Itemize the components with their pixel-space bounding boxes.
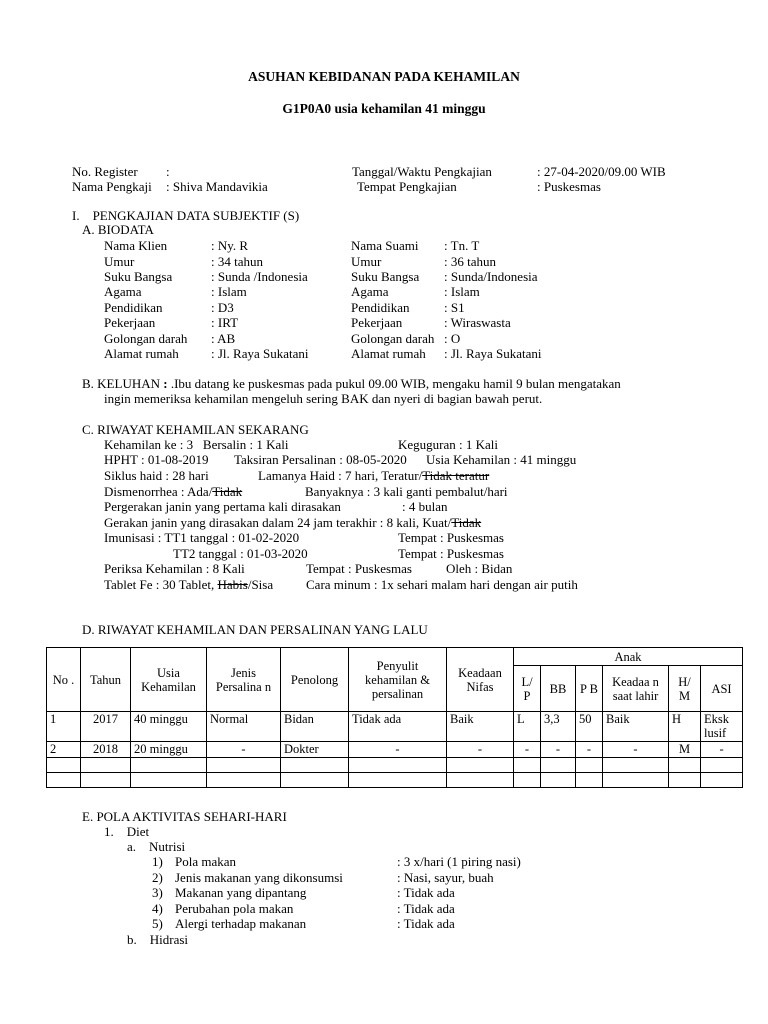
lamanya-haid-struck: Tidak teratur — [422, 468, 490, 483]
nutrisi-item-value: : Tidak ada — [397, 901, 455, 916]
cara-minum: Cara minum : 1x sehari malam hari dengan air putih — [306, 577, 578, 592]
biodata-label-klien: Suku Bangsa — [104, 269, 173, 284]
usia-kehamilan: Usia Kehamilan : 41 minggu — [426, 452, 577, 467]
kehamilan-ke: Kehamilan ke : 3 Bersalin : 1 Kali — [104, 437, 289, 452]
biodata-value-suami: : Jl. Raya Sukatani — [444, 346, 542, 361]
empty-cell — [447, 758, 514, 773]
document-title: ASUHAN KEBIDANAN PADA KEHAMILAN — [248, 69, 520, 84]
periksa-kehamilan: Periksa Kehamilan : 8 Kali — [104, 561, 245, 576]
header-tahun: Tahun — [81, 648, 131, 712]
biodata-value-suami: : S1 — [444, 300, 465, 315]
biodata-label-suami: Nama Suami — [351, 238, 419, 253]
hidrasi-heading: b. Hidrasi — [127, 932, 189, 947]
cell-penyulit: - — [349, 742, 447, 758]
periksa-oleh: Oleh : Bidan — [446, 561, 513, 576]
biodata-value-klien: : D3 — [211, 300, 234, 315]
pergerakan-label: Pergerakan janin yang pertama kali dirasakan — [104, 499, 341, 514]
nutrisi-item-value: : Nasi, sayur, buah — [397, 870, 494, 885]
biodata-value-suami: : Islam — [444, 284, 480, 299]
cell-jenis: Normal — [207, 712, 281, 742]
header-pb: P B — [576, 666, 603, 712]
lamanya-haid-text: Lamanya Haid : 7 hari, Teratur/ — [258, 468, 423, 483]
nutrisi-item-number: 1) — [152, 854, 163, 869]
empty-cell — [281, 773, 349, 788]
diet-heading: 1. Diet — [104, 824, 150, 839]
tablet-fe-suffix: /Sisa — [247, 577, 274, 592]
header-asi: ASI — [701, 666, 743, 712]
cell-keadaan: - — [447, 742, 514, 758]
nutrisi-item-label: Pola makan — [175, 854, 237, 869]
cell-asi: Eksk lusif — [701, 712, 743, 742]
empty-cell — [131, 758, 207, 773]
cell-keadaan: Baik — [447, 712, 514, 742]
biodata-value-suami: : 36 tahun — [444, 254, 496, 269]
table-row — [47, 742, 743, 758]
tempat-label: Tempat Pengkajian — [357, 179, 457, 194]
tempat-tt2: Tempat : Puskesmas — [398, 546, 504, 561]
empty-cell — [281, 758, 349, 773]
cell-hm: H — [669, 712, 701, 742]
nutrisi-item-value: : 3 x/hari (1 piring nasi) — [397, 854, 521, 869]
keluhan-text-2: ingin memeriksa kehamilan mengeluh sering BAK dan nyeri di bagian bawah perut. — [104, 391, 543, 406]
header-hm: H/ M — [669, 666, 701, 712]
biodata-label-suami: Suku Bangsa — [351, 269, 420, 284]
keluhan-heading: B. KELUHAN — [82, 376, 160, 391]
imunisasi-tt1: Imunisasi : TT1 tanggal : 01-02-2020 — [104, 530, 300, 545]
header-lp: L/ P — [514, 666, 541, 712]
gerakan-janin-struck: Tidak — [451, 515, 482, 530]
empty-cell — [447, 773, 514, 788]
cell-keadaan-lahir: - — [603, 742, 669, 758]
empty-cell — [207, 758, 281, 773]
header-penolong: Penolong — [281, 648, 349, 712]
hpht: HPHT : 01-08-2019 — [104, 452, 209, 467]
gerakan-janin — [104, 515, 481, 530]
tablet-fe — [104, 577, 273, 592]
keguguran: Keguguran : 1 Kali — [398, 437, 499, 452]
empty-cell — [349, 758, 447, 773]
empty-cell — [541, 773, 576, 788]
biodata-label-suami: Pendidikan — [351, 300, 410, 315]
header-anak: Anak — [514, 648, 743, 666]
cell-lp: L — [514, 712, 541, 742]
cell-hm: M — [669, 742, 701, 758]
empty-cell — [701, 773, 743, 788]
cell-no: 1 — [47, 712, 81, 742]
gerakan-janin-text: Gerakan janin yang dirasakan dalam 24 jam terakhir : 8 kali, Kuat/ — [104, 515, 452, 530]
biodata-label-klien: Golongan darah — [104, 331, 188, 346]
biodata-value-suami: : Tn. T — [444, 238, 480, 253]
cell-penolong: Bidan — [281, 712, 349, 742]
imunisasi-tt2: TT2 tanggal : 01-03-2020 — [173, 546, 308, 561]
riwayat-lalu-heading: D. RIWAYAT KEHAMILAN DAN PERSALINAN YANG LALU — [82, 622, 428, 637]
biodata-label-suami: Pekerjaan — [351, 315, 403, 330]
pergerakan-value: : 4 bulan — [402, 499, 448, 514]
document-subtitle: G1P0A0 usia kehamilan 41 minggu — [282, 101, 486, 116]
cell-jenis: - — [207, 742, 281, 758]
cell-tahun: 2017 — [81, 712, 131, 742]
empty-cell — [81, 758, 131, 773]
empty-cell — [47, 773, 81, 788]
header-penyulit: Penyulit kehamilan & persalinan — [349, 648, 447, 712]
biodata-value-klien: : AB — [211, 331, 236, 346]
empty-cell — [131, 773, 207, 788]
cell-usia: 40 minggu — [131, 712, 207, 742]
biodata-heading: A. BIODATA — [82, 222, 154, 237]
empty-cell — [514, 758, 541, 773]
empty-cell — [701, 758, 743, 773]
keluhan-text-1: .Ibu datang ke puskesmas pada pukul 09.00 WIB, mengaku hamil 9 bulan mengatakan — [170, 376, 621, 391]
no-register-label: No. Register — [72, 164, 138, 179]
cell-tahun: 2018 — [81, 742, 131, 758]
periksa-tempat: Tempat : Puskesmas — [306, 561, 412, 576]
cell-bb: 3,3 — [541, 712, 576, 742]
biodata-label-suami: Alamat rumah — [351, 346, 426, 361]
siklus-haid: Siklus haid : 28 hari — [104, 468, 209, 483]
biodata-value-klien: : Jl. Raya Sukatani — [211, 346, 309, 361]
cell-penyulit: Tidak ada — [349, 712, 447, 742]
header-bb: BB — [541, 666, 576, 712]
empty-cell — [541, 758, 576, 773]
biodata-label-klien: Nama Klien — [104, 238, 168, 253]
table-row-empty — [47, 758, 743, 773]
cell-bb: - — [541, 742, 576, 758]
empty-cell — [669, 758, 701, 773]
cell-pb: 50 — [576, 712, 603, 742]
biodata-value-klien: : IRT — [211, 315, 239, 330]
biodata-label-klien: Pendidikan — [104, 300, 163, 315]
biodata-value-suami: : Wiraswasta — [444, 315, 511, 330]
empty-cell — [207, 773, 281, 788]
nutrisi-item-label: Alergi terhadap makanan — [175, 916, 307, 931]
nutrisi-item-number: 2) — [152, 870, 163, 885]
header-keadaan-nifas: Keadaan Nifas — [447, 648, 514, 712]
taksiran-persalinan: Taksiran Persalinan : 08-05-2020 — [234, 452, 407, 467]
riwayat-kehamilan-table — [46, 647, 743, 788]
table-row — [47, 712, 743, 742]
empty-cell — [514, 773, 541, 788]
nutrisi-item-number: 3) — [152, 885, 163, 900]
biodata-label-suami: Umur — [351, 254, 382, 269]
header-usia: Usia Kehamilan — [131, 648, 207, 712]
dismenorrhea-struck: Tidak — [212, 484, 243, 499]
banyaknya: Banyaknya : 3 kali ganti pembalut/hari — [305, 484, 508, 499]
biodata-label-klien: Agama — [104, 284, 142, 299]
biodata-value-klien: : Ny. R — [211, 238, 249, 253]
nama-pengkaji-value: : Shiva Mandavikia — [166, 179, 268, 194]
biodata-value-suami: : O — [444, 331, 461, 346]
empty-cell — [576, 773, 603, 788]
keluhan-colon: : — [160, 376, 171, 391]
nama-pengkaji-label: Nama Pengkaji — [72, 179, 152, 194]
biodata-label-klien: Pekerjaan — [104, 315, 156, 330]
header-jenis: Jenis Persalina n — [207, 648, 281, 712]
cell-no: 2 — [47, 742, 81, 758]
keluhan-line-1 — [82, 376, 621, 391]
cell-usia: 20 minggu — [131, 742, 207, 758]
empty-cell — [603, 758, 669, 773]
cell-penolong: Dokter — [281, 742, 349, 758]
lamanya-haid — [258, 468, 489, 483]
table-row-empty — [47, 773, 743, 788]
biodata-label-klien: Alamat rumah — [104, 346, 179, 361]
dismenorrhea-text: Dismenorrhea : Ada/ — [104, 484, 213, 499]
header-no: No . — [47, 648, 81, 712]
biodata-label-suami: Golongan darah — [351, 331, 435, 346]
nutrisi-item-label: Perubahan pola makan — [175, 901, 294, 916]
riwayat-sekarang-heading: C. RIWAYAT KEHAMILAN SEKARANG — [82, 422, 309, 437]
header-keadaan-lahir: Keadaa n saat lahir — [603, 666, 669, 712]
nutrisi-item-label: Jenis makanan yang dikonsumsi — [175, 870, 343, 885]
biodata-value-suami: : Sunda/Indonesia — [444, 269, 538, 284]
dismenorrhea — [104, 484, 242, 499]
tempat-tt1: Tempat : Puskesmas — [398, 530, 504, 545]
nutrisi-item-number: 4) — [152, 901, 163, 916]
empty-cell — [81, 773, 131, 788]
biodata-value-klien: : 34 tahun — [211, 254, 263, 269]
empty-cell — [669, 773, 701, 788]
cell-keadaan-lahir: Baik — [603, 712, 669, 742]
cell-asi: - — [701, 742, 743, 758]
empty-cell — [47, 758, 81, 773]
biodata-value-klien: : Sunda /Indonesia — [211, 269, 308, 284]
biodata-label-suami: Agama — [351, 284, 389, 299]
empty-cell — [349, 773, 447, 788]
nutrisi-item-number: 5) — [152, 916, 163, 931]
section-heading-subjektif: I. PENGKAJIAN DATA SUBJEKTIF (S) — [72, 208, 300, 223]
cell-lp: - — [514, 742, 541, 758]
pola-heading: E. POLA AKTIVITAS SEHARI-HARI — [82, 809, 287, 824]
biodata-value-klien: : Islam — [211, 284, 247, 299]
biodata-label-klien: Umur — [104, 254, 135, 269]
nutrisi-item-label: Makanan yang dipantang — [175, 885, 307, 900]
tempat-value: : Puskesmas — [537, 179, 601, 194]
nutrisi-heading: a. Nutrisi — [127, 839, 186, 854]
cell-pb: - — [576, 742, 603, 758]
tablet-fe-struck: Habis — [217, 577, 248, 592]
no-register-value: : — [166, 164, 170, 179]
nutrisi-item-value: : Tidak ada — [397, 885, 455, 900]
empty-cell — [603, 773, 669, 788]
empty-cell — [576, 758, 603, 773]
nutrisi-item-value: : Tidak ada — [397, 916, 455, 931]
tanggal-value: : 27-04-2020/09.00 WIB — [537, 164, 666, 179]
tablet-fe-text: Tablet Fe : 30 Tablet, — [104, 577, 218, 592]
tanggal-label: Tanggal/Waktu Pengkajian — [352, 164, 492, 179]
